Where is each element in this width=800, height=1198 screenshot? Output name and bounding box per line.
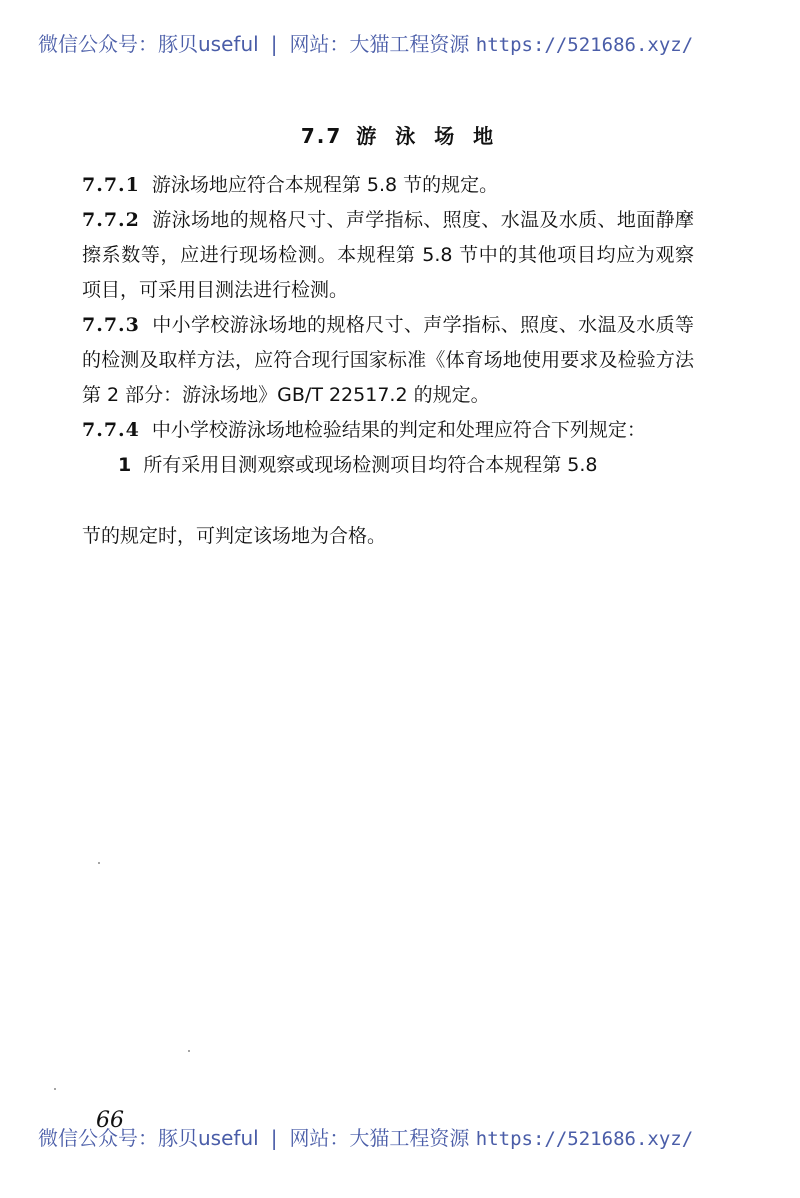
- clause-text: 中小学校游泳场地检验结果的判定和处理应符合下列规定：: [151, 419, 646, 441]
- watermark-account: 微信公众号：豚贝useful: [38, 1126, 259, 1150]
- item-text: 所有采用目测观察或现场检测项目均符合本规程第 5.8: [143, 454, 598, 476]
- watermark-url: https://521686.xyz/: [475, 1128, 694, 1150]
- truncated-text: 节的规定时，可判定该场地为合格。: [82, 525, 387, 547]
- clause-number: 7.7.3: [82, 314, 140, 336]
- scan-speck: [54, 1088, 56, 1090]
- watermark-site: 网站：大猫工程资源: [289, 32, 470, 56]
- clause-number: 7.7.1: [82, 174, 140, 196]
- clause-text: 游泳场地的规格尺寸、声学指标、照度、水温及水质、地面静摩擦系数等，应进行现场检测。本规程第 5.8 节中的其他项目均应为观察项目，可采用目测法进行检测。: [82, 209, 694, 301]
- section-number: 7.7: [300, 124, 343, 148]
- document-body: [82, 168, 714, 483]
- watermark-site: 网站：大猫工程资源: [289, 1126, 470, 1150]
- section-title: 游 泳 场 地: [356, 124, 500, 148]
- watermark-url: https://521686.xyz/: [475, 34, 694, 56]
- clause-7-7-1: [82, 168, 694, 203]
- clause-number: 7.7.4: [82, 419, 140, 441]
- watermark-separator: |: [270, 32, 278, 56]
- watermark-bottom: [38, 1122, 770, 1152]
- watermark-separator: |: [270, 1126, 278, 1150]
- truncated-line: [82, 525, 694, 554]
- clause-7-7-4: [82, 413, 694, 448]
- clause-7-7-3: [82, 308, 714, 413]
- watermark-account: 微信公众号：豚贝useful: [38, 32, 259, 56]
- item-number: 1: [118, 454, 132, 476]
- page-number: 66: [96, 1108, 124, 1133]
- clause-number: 7.7.2: [82, 209, 140, 231]
- clause-text: 中小学校游泳场地的规格尺寸、声学指标、照度、水温及水质等的检测及取样方法，应符合现行国家标准《体育场地使用要求及检验方法 第 2 部分：游泳场地》GB/T 22517.2 的规定。: [82, 314, 714, 406]
- watermark-top: [38, 28, 770, 58]
- section-heading: [0, 120, 800, 149]
- clause-text: 游泳场地应符合本规程第 5.8 节的规定。: [151, 174, 499, 196]
- scan-speck: [98, 862, 100, 864]
- scan-speck: [188, 1050, 190, 1052]
- clause-7-7-2: [82, 203, 694, 308]
- list-item-1: [82, 448, 694, 483]
